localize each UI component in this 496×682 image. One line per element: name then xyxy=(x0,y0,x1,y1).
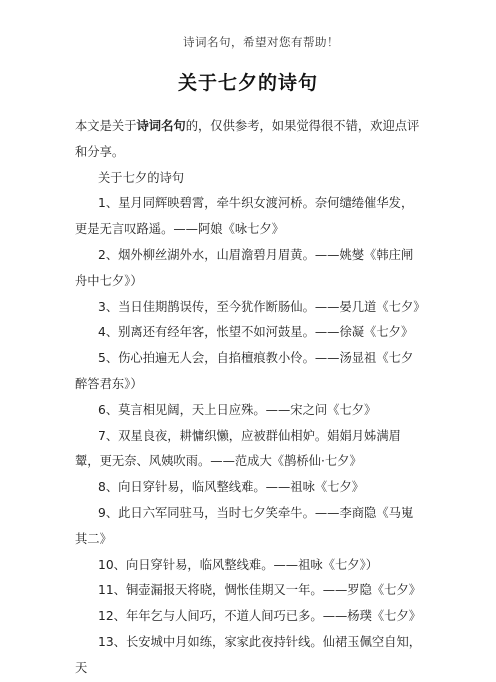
intro-keyword: 诗词名句 xyxy=(136,119,186,133)
poem-line: 5、伤心拍遍无人会，自掐檀痕教小伶。——汤显祖《七夕醉答君东》） xyxy=(75,351,414,391)
poem-line: 13、长安城中月如练，家家此夜持针线。仙裙玉佩空自知，天 xyxy=(75,634,422,675)
intro-text-after: 的，仅供参考，如果觉得很不错，欢迎点评和分享。 xyxy=(75,119,420,159)
poem-line: 9、此日六军同驻马，当时七夕笑牵牛。——李商隐《马嵬其二》 xyxy=(75,505,414,546)
header-note: 诗词名句，希望对您有帮助！ xyxy=(183,35,339,49)
article-body xyxy=(75,114,426,682)
poem-line: 2、烟外柳丝湖外水，山眉澹碧月眉黄。——姚燮《韩庄闸舟中七夕》） xyxy=(75,247,414,288)
poem-line: 1、星月同辉映碧霄，牵牛织女渡河桥。奈何缱绻催华发，更是无言叹路遥。——阿娘《咏七夕》 xyxy=(75,196,414,237)
poem-line: 4、别离还有经年客，怅望不如河鼓星。——徐凝《七夕》 xyxy=(98,325,414,340)
poem-line: 7、双星良夜，耕慵织懒，应被群仙相妒。娟娟月姊满眉颦，更无奈、风姨吹雨。——范成大《鹊桥仙·七夕》 xyxy=(75,428,401,469)
intro-text-before: 本文是关于 xyxy=(75,119,137,133)
poem-line: 8、向日穿针易，临风整线难。——祖咏《七夕》 xyxy=(98,480,365,495)
page-title: 关于七夕的诗句 xyxy=(177,72,318,94)
poem-line: 12、年年乞与人间巧，不道人间巧已多。——杨璞《七夕》 xyxy=(98,609,422,624)
section-heading: 关于七夕的诗句 xyxy=(98,170,185,185)
poem-line: 11、铜壶漏报天将晓，惆怅佳期又一年。——罗隐《七夕》 xyxy=(98,583,422,598)
poem-line: 3、当日佳期鹊误传，至今犹作断肠仙。——晏几道《七夕》 xyxy=(98,299,426,314)
poem-line: 6、莫言相见阔，天上日应殊。——宋之问《七夕》 xyxy=(98,402,377,417)
intro-paragraph xyxy=(75,114,422,166)
poem-line: 10、向日穿针易，临风整线难。——祖咏《七夕》） xyxy=(98,557,379,572)
